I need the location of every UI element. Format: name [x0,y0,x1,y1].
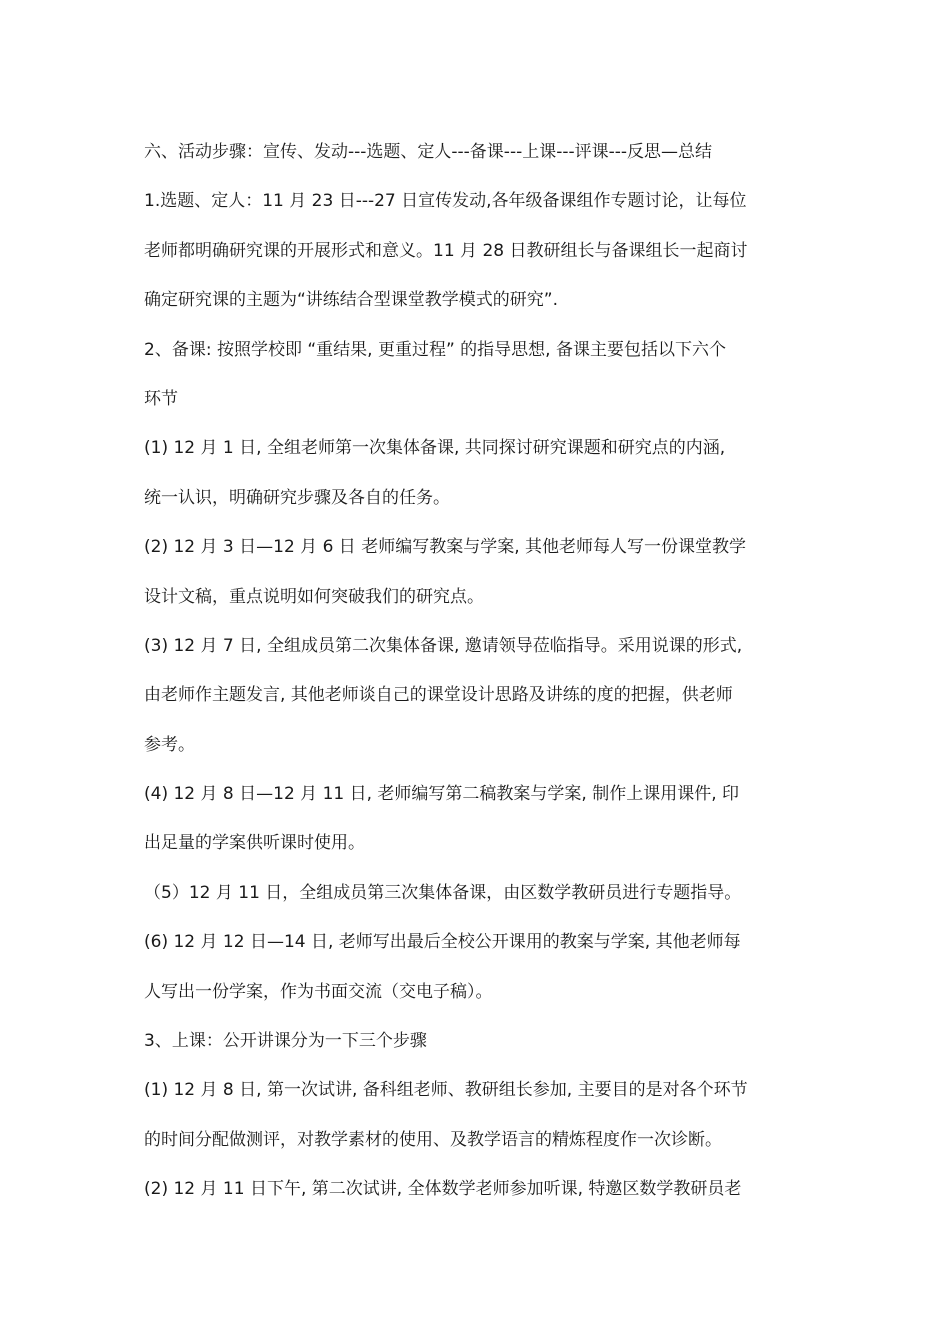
paragraph-line: （5）12 月 11 日，全组成员第三次集体备课，由区数学教研员进行专题指导。 [144,882,742,903]
paragraph-line: 环节 [144,388,178,409]
paragraph-line: (3) 12 月 7 日, 全组成员第二次集体备课, 邀请领导莅临指导。采用说课的形式, [144,635,743,656]
paragraph-line: 的时间分配做测评，对教学素材的使用、及教学语言的精炼程度作一次诊断。 [144,1129,722,1150]
paragraph-line: 出足量的学案供听课时使用。 [144,833,365,854]
paragraph-line: 2、备课: 按照学校即 “重结果, 更重过程” 的指导思想, 备课主要包括以下六个 [144,339,726,360]
paragraph-line: (6) 12 月 12 日—14 日, 老师写出最后全校公开课用的教案与学案, 其他老师每 [144,932,741,953]
paragraph-line: 3、上课：公开讲课分为一下三个步骤 [144,1031,427,1052]
section-heading-activity-steps: 六、活动步骤：宣传、发动---选题、定人---备课---上课---评课---反思—总结 [144,142,713,162]
paragraph-line: 由老师作主题发言, 其他老师谈自己的课堂设计思路及讲练的度的把握，供老师 [144,685,733,706]
paragraph-line: (2) 12 月 3 日—12 月 6 日 老师编写教案与学案, 其他老师每人写一份课堂教学 [144,537,747,558]
paragraph-line: 1.选题、定人：11 月 23 日---27 日宣传发动,各年级备课组作专题讨论，让每位 [144,191,747,212]
paragraph-line: 老师都明确研究课的开展形式和意义。11 月 28 日教研组长与备课组长一起商讨 [144,240,748,261]
paragraph-line: (4) 12 月 8 日—12 月 11 日, 老师编写第二稿教案与学案, 制作上课用课件, 印 [144,784,740,805]
paragraph-line: 确定研究课的主题为“讲练结合型课堂教学模式的研究”. [144,290,559,311]
paragraph-line: 参考。 [144,734,195,755]
paragraph-line: 人写出一份学案，作为书面交流（交电子稿）。 [144,981,493,1002]
paragraph-line: 统一认识，明确研究步骤及各自的任务。 [144,487,450,508]
paragraph-line: (2) 12 月 11 日下午, 第二次试讲, 全体数学老师参加听课, 特邀区数学教研员老 [144,1179,742,1200]
paragraph-line: (1) 12 月 1 日, 全组老师第一次集体备课, 共同探讨研究课题和研究点的内涵, [144,438,726,459]
document-body [144,132,814,1219]
paragraph-line: (1) 12 月 8 日, 第一次试讲, 备科组老师、教研组长参加, 主要目的是对各个环节 [144,1080,748,1101]
paragraph-line: 设计文稿，重点说明如何突破我们的研究点。 [144,586,484,607]
